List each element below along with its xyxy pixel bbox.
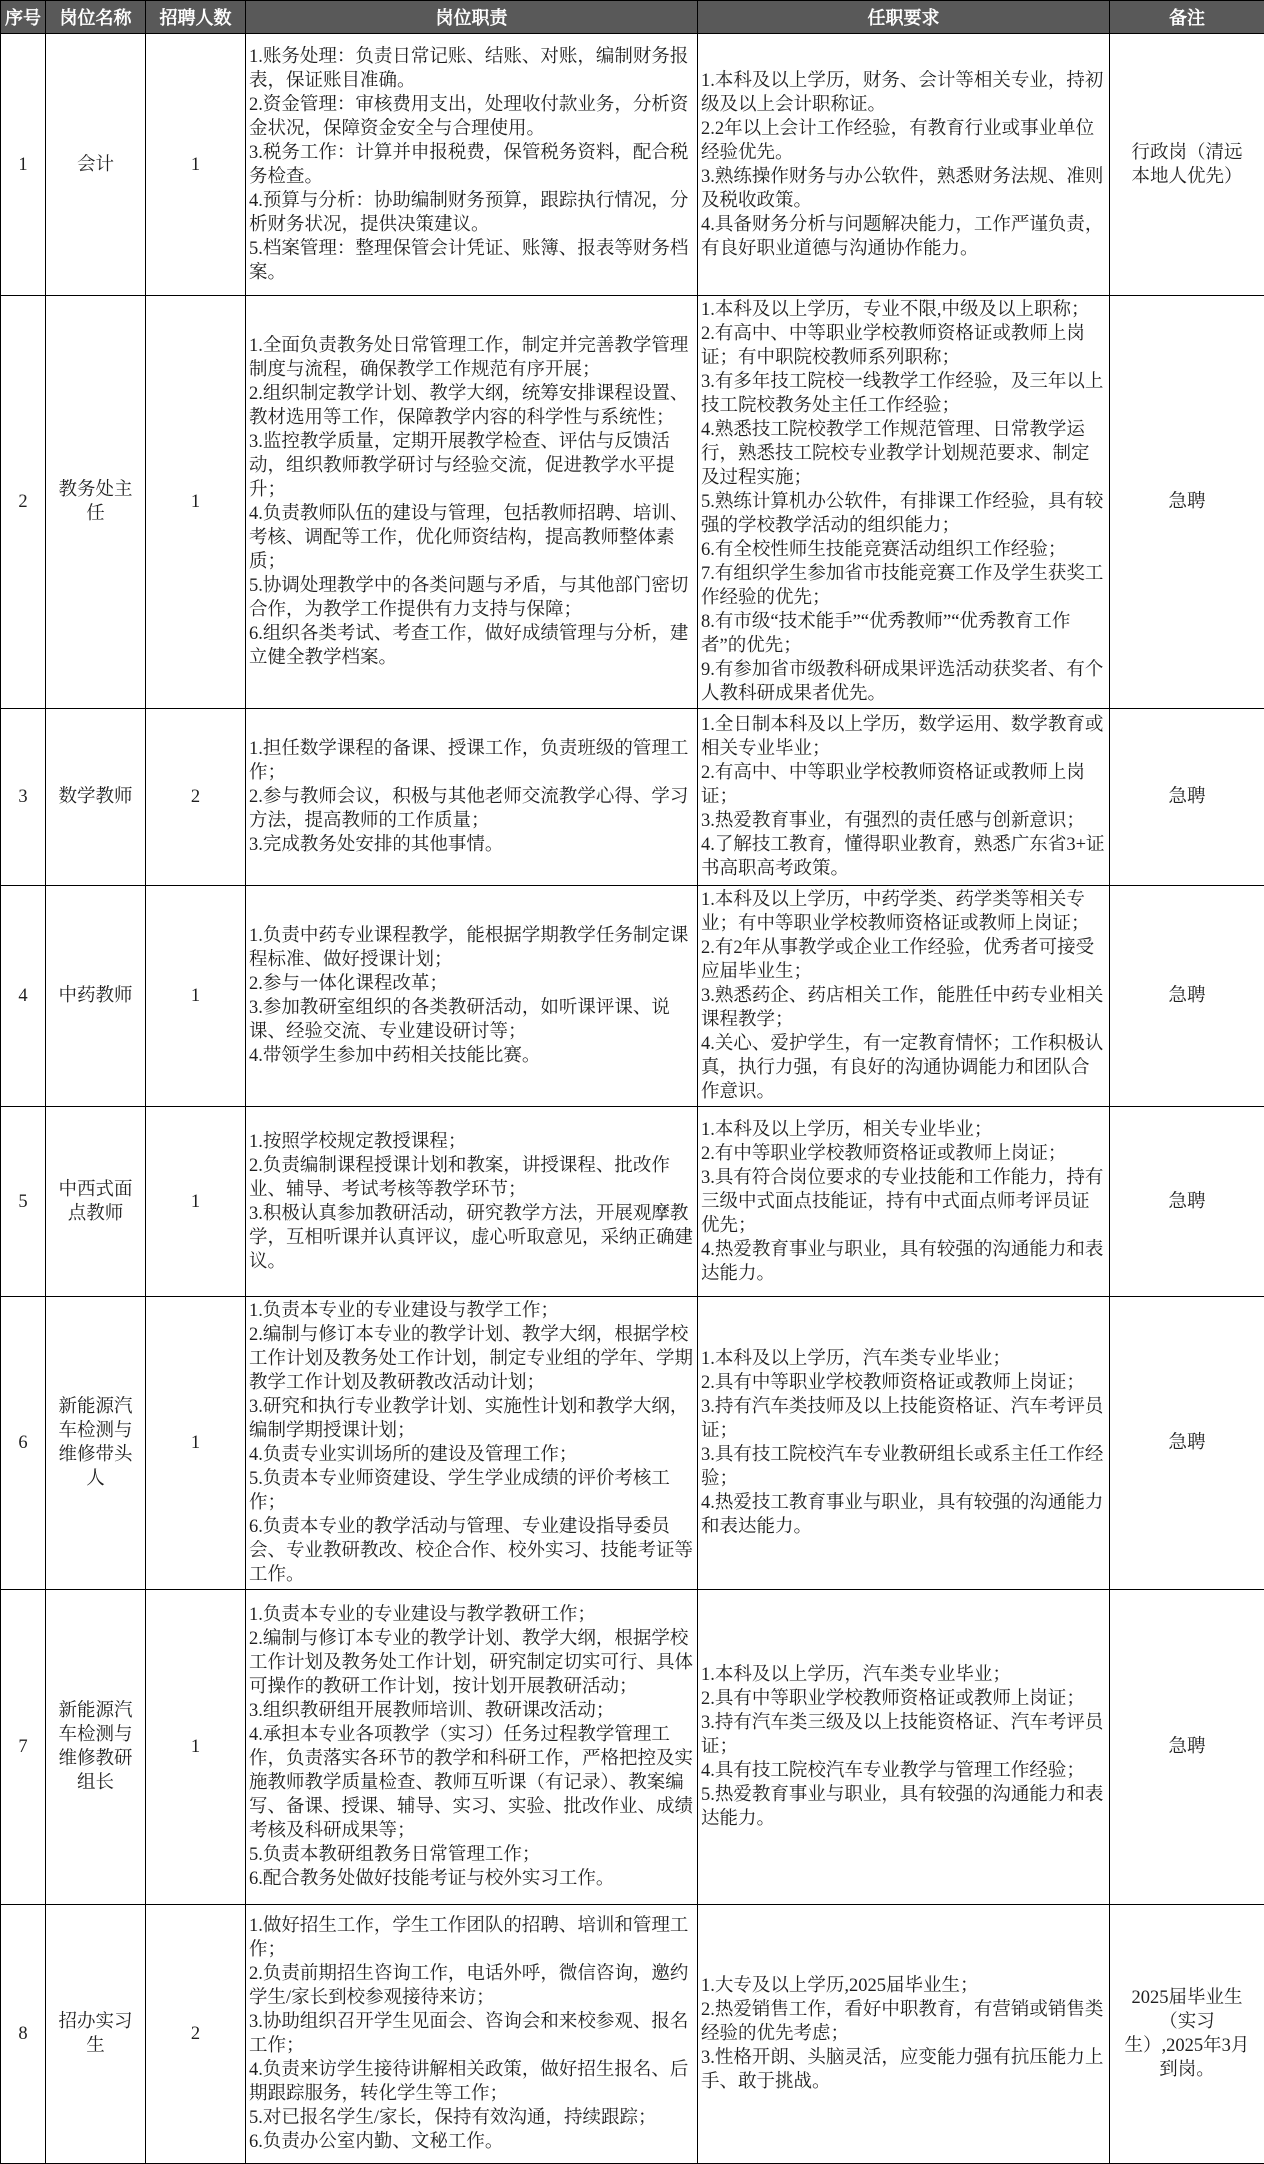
list-item: 2.组织制定教学计划、教学大纲，统筹安排课程设置、教材选用等工作，保障教学内容的科学性与系统性；	[249, 382, 694, 430]
list-item: 2.具有中等职业学校教师资格证或教师上岗证；	[701, 1687, 1106, 1711]
list-item: 1.本科及以上学历，专业不限,中级及以上职称；	[701, 298, 1106, 322]
position-name-cell: 招办实习生	[46, 1905, 146, 2164]
list-item: 1.负责本专业的专业建设与教学工作；	[249, 1299, 694, 1323]
seq-cell: 8	[1, 1905, 46, 2164]
headcount-cell: 2	[146, 1905, 246, 2164]
table-row	[1, 1590, 1264, 1905]
list-item: 1.全面负责教务处日常管理工作，制定并完善教学管理制度与流程，确保教学工作规范有序开展；	[249, 334, 694, 382]
list-item: 5.负责本教研组教务日常管理工作；	[249, 1843, 694, 1867]
list-item: 1.按照学校规定教授课程；	[249, 1130, 694, 1154]
requirements-cell	[698, 709, 1110, 886]
list-item: 1.大专及以上学历,2025届毕业生；	[701, 1974, 1106, 1998]
list-item: 8.有市级“技术能手”“优秀教师”“优秀教育工作者”的优先；	[701, 610, 1106, 658]
seq-cell: 6	[1, 1297, 46, 1590]
list-item: 2.参与一体化课程改革；	[249, 972, 694, 996]
list-item: 5.熟练计算机办公软件，有排课工作经验，具有较强的学校教学活动的组织能力；	[701, 490, 1106, 538]
column-header-headcount: 招聘人数	[146, 1, 246, 34]
list-item: 1.本科及以上学历，相关专业毕业；	[701, 1118, 1106, 1142]
headcount-cell: 2	[146, 709, 246, 886]
list-item: 1.负责中药专业课程教学，能根据学期教学任务制定课程标准、做好授课计划；	[249, 924, 694, 972]
list-item: 5.热爱教育事业与职业，具有较强的沟通能力和表达能力。	[701, 1783, 1106, 1831]
list-item: 3.参加教研室组织的各类教研活动，如听课评课、说课、经验交流、专业建设研讨等；	[249, 996, 694, 1044]
remark-cell: 急聘	[1110, 296, 1264, 709]
position-name-cell: 数学教师	[46, 709, 146, 886]
list-item: 4.带领学生参加中药相关技能比赛。	[249, 1044, 694, 1068]
duties-cell	[246, 296, 698, 709]
list-item: 2.参与教师会议，积极与其他老师交流教学心得、学习方法，提高教师的工作质量；	[249, 785, 694, 833]
headcount-cell: 1	[146, 1590, 246, 1905]
list-item: 3.熟练操作财务与办公软件，熟悉财务法规、准则及税收政策。	[701, 165, 1106, 213]
seq-cell: 1	[1, 34, 46, 296]
list-item: 3.具有技工院校汽车专业教研组长或系主任工作经验；	[701, 1443, 1106, 1491]
list-item: 3.熟悉药企、药店相关工作，能胜任中药专业相关课程教学；	[701, 984, 1106, 1032]
column-header-position-name: 岗位名称	[46, 1, 146, 34]
list-item: 4.熟悉技工院校教学工作规范管理、日常教学运行，熟悉技工院校专业教学计划规范要求、制定及过程实施；	[701, 418, 1106, 490]
list-item: 1.本科及以上学历，财务、会计等相关专业，持初级及以上会计职称证。	[701, 69, 1106, 117]
position-name-cell: 中药教师	[46, 886, 146, 1107]
table-row	[1, 296, 1264, 709]
requirements-cell	[698, 1297, 1110, 1590]
duties-cell	[246, 886, 698, 1107]
headcount-cell: 1	[146, 296, 246, 709]
list-item: 4.负责来访学生接待讲解相关政策，做好招生报名、后期跟踪服务，转化学生等工作；	[249, 2058, 694, 2106]
list-item: 3.税务工作：计算并申报税费，保管税务资料，配合税务检查。	[249, 141, 694, 189]
list-item: 4.负责教师队伍的建设与管理，包括教师招聘、培训、考核、调配等工作，优化师资结构，提高教师整体素质；	[249, 502, 694, 574]
list-item: 3.完成教务处安排的其他事情。	[249, 833, 694, 857]
remark-cell: 2025届毕业生（实习生）,2025年3月到岗。	[1110, 1905, 1264, 2164]
list-item: 4.负责专业实训场所的建设及管理工作；	[249, 1443, 694, 1467]
list-item: 4.热爱技工教育事业与职业，具有较强的沟通能力和表达能力。	[701, 1491, 1106, 1539]
list-item: 2.有2年从事教学或企业工作经验，优秀者可接受应届毕业生；	[701, 936, 1106, 984]
list-item: 4.具有技工院校汽车专业教学与管理工作经验；	[701, 1759, 1106, 1783]
list-item: 6.配合教务处做好技能考证与校外实习工作。	[249, 1867, 694, 1891]
requirements-cell	[698, 1590, 1110, 1905]
list-item: 2.编制与修订本专业的教学计划、教学大纲，根据学校工作计划及教务处工作计划，制定专业组的学年、学期教学工作计划及教研教改活动计划；	[249, 1323, 694, 1395]
list-item: 7.有组织学生参加省市技能竞赛工作及学生获奖工作经验的优先；	[701, 562, 1106, 610]
position-name-cell: 新能源汽车检测与维修教研组长	[46, 1590, 146, 1905]
duties-cell	[246, 1590, 698, 1905]
position-name-cell: 会计	[46, 34, 146, 296]
table-row	[1, 34, 1264, 296]
position-name-cell: 新能源汽车检测与维修带头人	[46, 1297, 146, 1590]
list-item: 4.具备财务分析与问题解决能力，工作严谨负责，有良好职业道德与沟通协作能力。	[701, 213, 1106, 261]
table-row	[1, 1297, 1264, 1590]
list-item: 6.负责本专业的教学活动与管理、专业建设指导委员会、专业教研教改、校企合作、校外实习、技能考证等工作。	[249, 1515, 694, 1587]
list-item: 3.持有汽车类三级及以上技能资格证、汽车考评员证；	[701, 1711, 1106, 1759]
remark-cell: 行政岗（清远本地人优先）	[1110, 34, 1264, 296]
list-item: 2.有中等职业学校教师资格证或教师上岗证；	[701, 1142, 1106, 1166]
remark-cell: 急聘	[1110, 1590, 1264, 1905]
remark-cell: 急聘	[1110, 886, 1264, 1107]
list-item: 3.组织教研组开展教师培训、教研课改活动；	[249, 1699, 694, 1723]
remark-cell: 急聘	[1110, 709, 1264, 886]
duties-cell	[246, 34, 698, 296]
list-item: 4.了解技工教育，懂得职业教育，熟悉广东省3+证书高职高考政策。	[701, 833, 1106, 881]
list-item: 4.热爱教育事业与职业，具有较强的沟通能力和表达能力。	[701, 1238, 1106, 1286]
headcount-cell: 1	[146, 886, 246, 1107]
list-item: 4.预算与分析：协助编制财务预算，跟踪执行情况，分析财务状况，提供决策建议。	[249, 189, 694, 237]
duties-cell	[246, 1107, 698, 1297]
list-item: 3.热爱教育事业，有强烈的责任感与创新意识；	[701, 809, 1106, 833]
list-item: 3.有多年技工院校一线教学工作经验，及三年以上技工院校教务处主任工作经验；	[701, 370, 1106, 418]
list-item: 9.有参加省市级教科研成果评选活动获奖者、有个人教科研成果者优先。	[701, 658, 1106, 706]
position-name-cell: 教务处主任	[46, 296, 146, 709]
seq-cell: 3	[1, 709, 46, 886]
list-item: 3.持有汽车类技师及以上技能资格证、汽车考评员证；	[701, 1395, 1106, 1443]
list-item: 2.2年以上会计工作经验，有教育行业或事业单位经验优先。	[701, 117, 1106, 165]
list-item: 1.全日制本科及以上学历，数学运用、数学教育或相关专业毕业；	[701, 713, 1106, 761]
list-item: 2.负责编制课程授课计划和教案，讲授课程、批改作业、辅导、考试考核等教学环节；	[249, 1154, 694, 1202]
list-item: 6.负责办公室内勤、文秘工作。	[249, 2130, 694, 2154]
list-item: 2.热爱销售工作，看好中职教育，有营销或销售类经验的优先考虑；	[701, 1998, 1106, 2046]
list-item: 2.编制与修订本专业的教学计划、教学大纲，根据学校工作计划及教务处工作计划，研究制定切实可行、具体可操作的教研工作计划，按计划开展教研活动；	[249, 1627, 694, 1699]
header-row	[1, 1, 1264, 34]
duties-cell	[246, 1297, 698, 1590]
list-item: 2.有高中、中等职业学校教师资格证或教师上岗证；有中职院校教师系列职称；	[701, 322, 1106, 370]
table-row	[1, 709, 1264, 886]
duties-cell	[246, 709, 698, 886]
table-row	[1, 1905, 1264, 2164]
table-row	[1, 1107, 1264, 1297]
seq-cell: 4	[1, 886, 46, 1107]
headcount-cell: 1	[146, 34, 246, 296]
column-header-remark: 备注	[1110, 1, 1264, 34]
headcount-cell: 1	[146, 1107, 246, 1297]
list-item: 1.账务处理：负责日常记账、结账、对账，编制财务报表，保证账目准确。	[249, 45, 694, 93]
list-item: 3.性格开朗、头脑灵活，应变能力强有抗压能力上手、敢于挑战。	[701, 2046, 1106, 2094]
job-table-body	[1, 34, 1264, 2164]
list-item: 2.负责前期招生咨询工作，电话外呼，微信咨询，邀约学生/家长到校参观接待来访；	[249, 1962, 694, 2010]
duties-cell	[246, 1905, 698, 2164]
headcount-cell: 1	[146, 1297, 246, 1590]
column-header-duties: 岗位职责	[246, 1, 698, 34]
position-name-cell: 中西式面点教师	[46, 1107, 146, 1297]
seq-cell: 5	[1, 1107, 46, 1297]
list-item: 3.积极认真参加教研活动，研究教学方法，开展观摩教学，互相听课并认真评议，虚心听取意见，采纳正确建议。	[249, 1202, 694, 1274]
list-item: 2.具有中等职业学校教师资格证或教师上岗证；	[701, 1371, 1106, 1395]
list-item: 1.做好招生工作，学生工作团队的招聘、培训和管理工作；	[249, 1914, 694, 1962]
requirements-cell	[698, 1107, 1110, 1297]
list-item: 1.担任数学课程的备课、授课工作，负责班级的管理工作；	[249, 737, 694, 785]
list-item: 6.组织各类考试、考查工作，做好成绩管理与分析，建立健全教学档案。	[249, 622, 694, 670]
list-item: 1.负责本专业的专业建设与教学教研工作；	[249, 1603, 694, 1627]
list-item: 4.承担本专业各项教学（实习）任务过程教学管理工作，负责落实各环节的教学和科研工作，严格把控及实施教师教学质量检查、教师互听课（有记录）、教案编写、备课、授课、辅导、实习、实验、批改作业、成绩考核及科研成果等；	[249, 1723, 694, 1843]
list-item: 3.协助组织召开学生见面会、咨询会和来校参观、报名工作；	[249, 2010, 694, 2058]
list-item: 6.有全校性师生技能竞赛活动组织工作经验；	[701, 538, 1106, 562]
list-item: 3.监控教学质量，定期开展教学检查、评估与反馈活动，组织教师教学研讨与经验交流，促进教学水平提升；	[249, 430, 694, 502]
list-item: 3.具有符合岗位要求的专业技能和工作能力，持有三级中式面点技能证，持有中式面点师考评员证优先；	[701, 1166, 1106, 1238]
list-item: 2.有高中、中等职业学校教师资格证或教师上岗证；	[701, 761, 1106, 809]
remark-cell: 急聘	[1110, 1107, 1264, 1297]
requirements-cell	[698, 1905, 1110, 2164]
column-header-requirements: 任职要求	[698, 1, 1110, 34]
requirements-cell	[698, 886, 1110, 1107]
requirements-cell	[698, 34, 1110, 296]
list-item: 4.关心、爱护学生，有一定教育情怀；工作积极认真，执行力强，有良好的沟通协调能力和团队合作意识。	[701, 1032, 1106, 1104]
column-header-seq: 序号	[1, 1, 46, 34]
list-item: 3.研究和执行专业教学计划、实施性计划和教学大纲，编制学期授课计划；	[249, 1395, 694, 1443]
remark-cell: 急聘	[1110, 1297, 1264, 1590]
list-item: 1.本科及以上学历，汽车类专业毕业；	[701, 1347, 1106, 1371]
list-item: 5.负责本专业师资建设、学生学业成绩的评价考核工作；	[249, 1467, 694, 1515]
table-header	[1, 1, 1264, 34]
list-item: 5.对已报名学生/家长，保持有效沟通，持续跟踪；	[249, 2106, 694, 2130]
list-item: 1.本科及以上学历，汽车类专业毕业；	[701, 1663, 1106, 1687]
table-row	[1, 886, 1264, 1107]
seq-cell: 2	[1, 296, 46, 709]
list-item: 5.档案管理：整理保管会计凭证、账簿、报表等财务档案。	[249, 237, 694, 285]
seq-cell: 7	[1, 1590, 46, 1905]
requirements-cell	[698, 296, 1110, 709]
list-item: 1.本科及以上学历，中药学类、药学类等相关专业；有中等职业学校教师资格证或教师上岗证；	[701, 888, 1106, 936]
list-item: 5.协调处理教学中的各类问题与矛盾，与其他部门密切合作，为教学工作提供有力支持与保障；	[249, 574, 694, 622]
list-item: 2.资金管理：审核费用支出，处理收付款业务，分析资金状况，保障资金安全与合理使用。	[249, 93, 694, 141]
